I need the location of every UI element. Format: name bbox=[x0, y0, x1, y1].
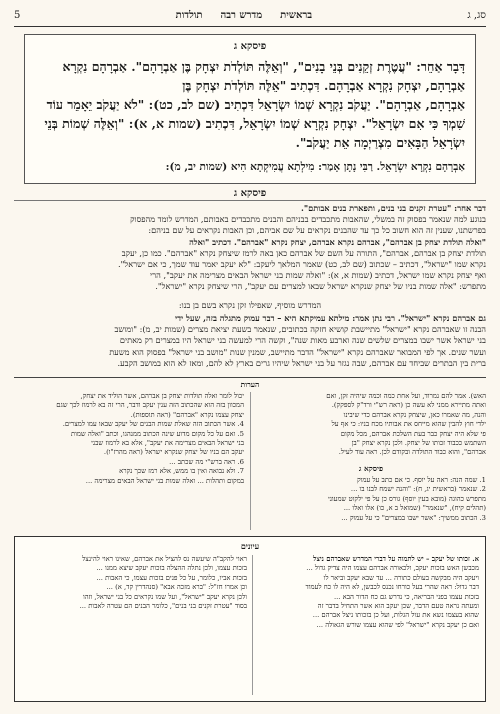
note-line: 2. שנאמר (בראשית יג, ח): "והנה ישמח לבנו בו ... bbox=[350, 485, 486, 494]
note-line: המכוון בזה הוא שהכתוב הזה ענין יעקב ודבר, הרי זה בא לרמוז לכך שגם bbox=[56, 401, 244, 410]
iyun-line: וכן אמרו חז"ל: "ברא מזכה אבא" (סנהדרין קד, א) ... bbox=[106, 583, 247, 592]
commentary-block-1 bbox=[14, 203, 486, 297]
note-line: יכול לומר ואלה תולדות יצחק בן אברהם, אשר הוליד את יצחק, bbox=[80, 392, 244, 400]
note-line: 6. ראה ברש"י מה שכתב ... bbox=[169, 457, 244, 466]
running-header bbox=[14, 8, 486, 22]
piska-text bbox=[35, 57, 465, 157]
commentary-line: "ואלה תולדת יצחק בן אברהם", אברהם נקרא אברהם, יצחק נקרא "אברהם". דכתיב "ואלה bbox=[189, 236, 486, 247]
iyun-line: בזכות אביו, כלומר, על כל פנים בזכות עצמו, כי האבות ... bbox=[96, 573, 247, 582]
note-line: יצחק עצמו נקרא "אברהם" (ראה תוספות). bbox=[130, 410, 244, 419]
siman-label: סג, ג bbox=[467, 9, 486, 21]
iyunim-left-col bbox=[21, 555, 247, 697]
commentary-line: בפרשתנו, שענין זה הוא חשוב כל כך עד שהבנים נקראים על שם אביהם, וכן האבות נקראים על שם בניהם: bbox=[148, 225, 486, 236]
book-title: בראשית bbox=[280, 9, 313, 21]
note-line: מתפרש כהוגה (מובא בעין יוסף) גורס כן על פי ילקוט שמעוני bbox=[327, 494, 486, 503]
commentary-line: תולדת יצחק בן אברהם, אברהם", התורה על השם של אברהם כאן באה לרמז שיצחק נקרא "אברהם". כמו כן, יעקב bbox=[121, 247, 486, 258]
note-line: 1. שמה הנה: ראה על יוסף. כי אם כתב על עמוק bbox=[356, 476, 486, 484]
parsha-title: תולדות bbox=[175, 9, 203, 21]
iyun-line: ויעקב היה מבקשה בעולם כתורה ... עד שבא יעקב וביאר לו bbox=[323, 573, 479, 582]
piska-line: יִשְׂרָאֵל הַבָּאִים מִצְרַיְמָה אֵת יַעֲקֹב". bbox=[295, 135, 465, 150]
commentary-line: ברית בין הבתרים שביחד עם אברהם, שבה נגזר על בני ישראל שיהיו גרים בארץ לא להם, ומאז לא הוא במושב הקבע. bbox=[117, 357, 486, 368]
commentary-line: נקרא שמו "ישראל", דכתיב – שכתוב (שם לב, כט) שאמר המלאך ליעקב: "לא יעקב יאמר עוד שמך, כי אם ישראל". bbox=[118, 259, 486, 270]
iyun-line: בזכות עצמו בפני הבריאה, כי נדרש גם כח הדור הבא ... bbox=[333, 592, 479, 601]
iyun-line: דבר גדול: ראה שהרי בעל כורחו נכנס לכבשן, לא היה לו כח לעמוד bbox=[305, 583, 479, 592]
note-line: 4. אשר הכתוב הזה שאלת שמות הבנים של יעקב שבאו עמו למצרים. bbox=[62, 420, 244, 429]
note-line: ילדי חוץ להבין שהוא מייחס את אבותיו מכח בניו: כי אף על bbox=[331, 420, 486, 429]
work-title: מדרש רבה bbox=[220, 9, 263, 21]
note-line: אברהם", והוא כבוד התולדה ובקודם לכן. ראה עוד לעיל. bbox=[338, 448, 486, 457]
iyunim-box bbox=[14, 536, 486, 702]
iyun-line: ומעתה נראה טעם הדבר, שכן יעקב הוא אשר התחיל בדבר זה bbox=[317, 602, 479, 611]
notes-right-col-2 bbox=[256, 476, 486, 530]
iyunim-column-divider bbox=[252, 555, 253, 695]
header-rule bbox=[14, 26, 486, 27]
note-line: 3. הכתוב ממשיך: "אשר ישבו במצרים" כי על עמוק ... bbox=[341, 513, 486, 522]
piska-title: פיסקא ג bbox=[233, 41, 267, 52]
notes-right-heading: פיסקא ג bbox=[358, 464, 384, 473]
note-line: והנה, מה שאמרו כאן, שיצחק נקרא אברהם כדי שיבינו bbox=[343, 410, 486, 419]
commentary-line: בנוגע למה שנאמר בפסוק זה במשלי, שהאבות מתכבדים בבניהם והבנים מתכבדים באבותם, המדרש לומד מהפסוק bbox=[130, 214, 486, 225]
note-line: (תהלים קיח), "שנאמר" (שמואל ב א, כו) אלו ואלו ... bbox=[343, 504, 486, 513]
commentary-line: גם אברהם נקרא "ישראל". רבי נתן אמר: מילתא עמיקתא היא – דבר עמוק מתגלה בזה, שעל ידי bbox=[174, 313, 486, 323]
notes-right-col bbox=[256, 392, 486, 462]
note-line: השתמש ככבוד זכותו של יצחק. ולכן נקרא יצחק "בן bbox=[351, 439, 486, 448]
iyun-line: בסוד "עטרת זקנים בני בנים", כלומר הבנים הם עטרה לאבות ... bbox=[79, 602, 247, 611]
commentary-subheading: המדרש מוסיף, שאפילו זקן נקרא בשם בן בנו: bbox=[178, 300, 322, 310]
commentary-line: מתפרש: "אלה שמות בניו של יצחק שנקרא ישראל שבאו למצרים עם יעקב", הרי שיצחק נקרא "ישראל". bbox=[155, 281, 486, 292]
notes-rule bbox=[14, 377, 486, 378]
piska-line: דָּבָר אַחֵר: "עֲטֶרֶת זְקֵנִים בְּנֵי בָנִים", "וְאֵלֶּה תּוֹלְדֹת יִצְחָק בֶּן אַבְרָהָם". אַבְרָהָם נִקְרָא bbox=[62, 59, 465, 74]
iyun-line: ולכן נקרא יעקב "ישראל", ועל שמו נקראים כל בני ישראל, וזהו bbox=[82, 592, 247, 601]
iyunim-title: עיונים bbox=[240, 541, 260, 551]
iyun-line: מכבשן האש בזכות יעקב, ולכאורה אברהם עצמו היה צדיק גדול ... bbox=[306, 564, 479, 573]
page-number: 5 bbox=[14, 9, 21, 21]
commentary-line: ועשר שנים. אך לפי המבואר שאברהם נקרא "ישראל" הדבר מתיישב, שמנין שנות "מושב בני ישראל" בפסוק הוא משעת bbox=[109, 346, 486, 357]
commentary-rule bbox=[14, 200, 486, 201]
iyun-line: ואם כן יעקב נקרא "ישראל" לפי שהוא עצמו שורש הגאולה ... bbox=[316, 620, 479, 629]
commentary-title: פיסקא ג bbox=[233, 188, 267, 199]
note-line: פי שלא היה יצחק כבר בעת השלכת אברהם, מכל מקום bbox=[340, 429, 486, 438]
iyunim-right-col bbox=[251, 555, 479, 697]
commentary-line: דבר אחר: "עטרת זקנים בני בנים, ותפארת בנים אבותם". bbox=[301, 203, 486, 213]
header-titles bbox=[176, 10, 312, 21]
note-line: במקום ותהלות ... ואלה שמות בני ישראל הבאים מצרימה ... bbox=[85, 476, 244, 485]
iyun-line: א. זכותו של יעקב – יש לתמוה על דברי המדרש שאברהם ניצל bbox=[313, 555, 479, 563]
note-line: 5. ואם על כל מקום מדוע שינה הכתוב ממנהגו, וכתב "ואלה שמות bbox=[70, 429, 244, 438]
note-line: האש). אמר להם נמרוד, ועל אחת כמה וכמה שיהיה זקן, ואם bbox=[326, 392, 486, 400]
note-line: 7. ולא נבואה ואין בו ממש, אלא רמז שכך נקרא bbox=[119, 467, 244, 476]
iyun-line: שהוא בעצמו נשא את עול הגלות, ועל כן בזכותו ניצל אברהם ... bbox=[312, 611, 479, 620]
commentary-block-2 bbox=[14, 313, 486, 371]
commentary-line: הבנה זו שאברהם נקרא "ישראל" מתיישבת קושיא חזקה בכתובים, שנאמר בשעת יציאת מצרים (שמות יב, מ): "ומושב bbox=[114, 324, 486, 335]
note-line: יעקב הם בניו של יצחק שנקרא ישראל (ראה מהרז"ו). bbox=[103, 448, 244, 457]
note-line: בני ישראל הבאים מצרימה את יעקב", אלא בא לרמוז שבני bbox=[91, 439, 244, 448]
commentary-line: ואף יצחק נקרא שמו ישראל, דכתיב (שמות א, א): "ואלה שמות בני ישראל הבאים מצרימה את יעקב", הרי bbox=[149, 270, 486, 281]
note-line: ואתה מתיירא ממני לא עשה כן (ראה רש"י ורד"ק לספקק). bbox=[331, 401, 486, 410]
notes-title: הערות bbox=[240, 380, 260, 389]
piska-box bbox=[24, 34, 476, 184]
commentary-line: בני ישראל אשר ישבו במצרים שלשים שנה וארבע מאות שנה", וקשה הרי למעשה בני ישראל היו במצרים רק מאתים bbox=[119, 335, 486, 346]
piska-closing: אַבְרָהָם נִקְרָא יִשְׂרָאֵל. רַבִּי נָתָן אָמַר: מִילְתָא עֲמִיקְתָא הִיא (שמות יב, מ): bbox=[165, 161, 465, 173]
notes-left-col bbox=[14, 392, 244, 528]
notes-column-divider bbox=[250, 392, 251, 530]
piska-line: אַבְרָהָם, יִצְחָק נִקְרָא אַבְרָהָם. דִּכְתִיב "אֵלֶּה תּוֹלְדֹת יִצְחָק בֶּן bbox=[182, 78, 465, 93]
piska-line: אַבְרָהָם, אַבְרָהָם". יַעֲקֹב נִקְרָא שְׁמוֹ יִשְׂרָאֵל דִּכְתִיב (שם לב, כט): "לֹא יַעֲקֹב יֵאָמֵר עוֹד bbox=[46, 97, 465, 112]
iyun-line: בזכות עצמו, ולכן נתלה ההצלה בזכות יעקב שיצא ממנו ... bbox=[96, 564, 247, 573]
iyun-line: ראוי להקב"ה שיעשה נס להציל את אברהם, שאינו ראוי להינצל bbox=[82, 555, 247, 563]
piska-line: שִׁמְךָ כִּי אִם יִשְׂרָאֵל". יִצְחָק נִקְרָא שְׁמוֹ יִשְׂרָאֵל, דִּכְתִיב (שמות א, א): "וְאֵלֶּה שְׁמוֹת בְּנֵי bbox=[44, 116, 465, 131]
